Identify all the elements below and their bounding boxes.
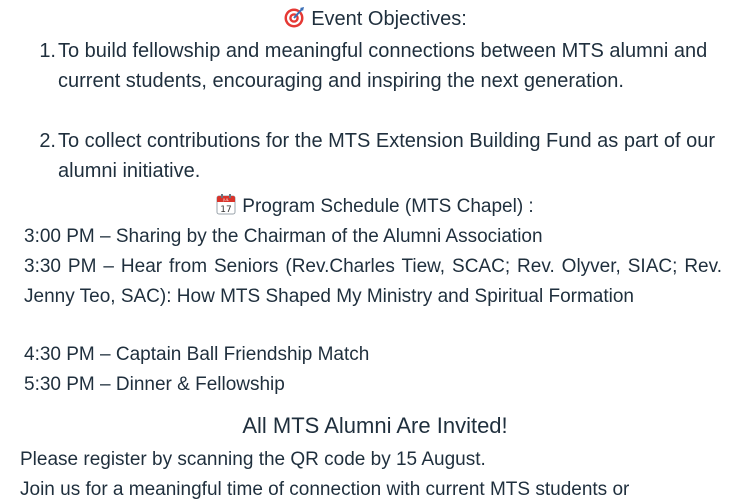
calendar-month: JUL: [223, 198, 230, 202]
objective-text: To build fellowship and meaningful connections between MTS alumni and current students, encouraging and inspiring the next generation.: [58, 40, 708, 92]
program-heading: JUL 17 Program Schedule (MTS Chapel) :: [0, 194, 750, 222]
objective-number: 2.: [39, 130, 56, 152]
schedule-item: 3:30 PM – Hear from Seniors (Rev.Charles Tiew, SCAC; Rev. Olyver, SIAC; Rev. Jenny Teo, SAC): How MTS Shaped My Ministry and Spiritual Formation: [24, 256, 722, 307]
schedule-item: 4:30 PM – Captain Ball Friendship Match: [24, 344, 370, 365]
calendar-icon: [216, 194, 236, 222]
join-text: Join us for a meaningful time of connection with current MTS students or: [20, 479, 630, 500]
target-icon: [283, 6, 305, 34]
register-text: Please register by scanning the QR code by 15 August.: [20, 449, 486, 470]
objective-text: To collect contributions for the MTS Extension Building Fund as part of our alumni initiative.: [58, 130, 716, 182]
schedule-item: 3:00 PM – Sharing by the Chairman of the Alumni Association: [24, 226, 543, 247]
schedule-item: 5:30 PM – Dinner & Fellowship: [24, 374, 285, 395]
objective-number: 1.: [39, 40, 56, 62]
objective-item: [30, 36, 720, 96]
invite-heading: All MTS Alumni Are Invited!: [242, 413, 508, 438]
objective-item: [30, 126, 720, 186]
calendar-date: 17: [220, 205, 232, 215]
objectives-heading: Event Objectives:: [0, 6, 750, 34]
